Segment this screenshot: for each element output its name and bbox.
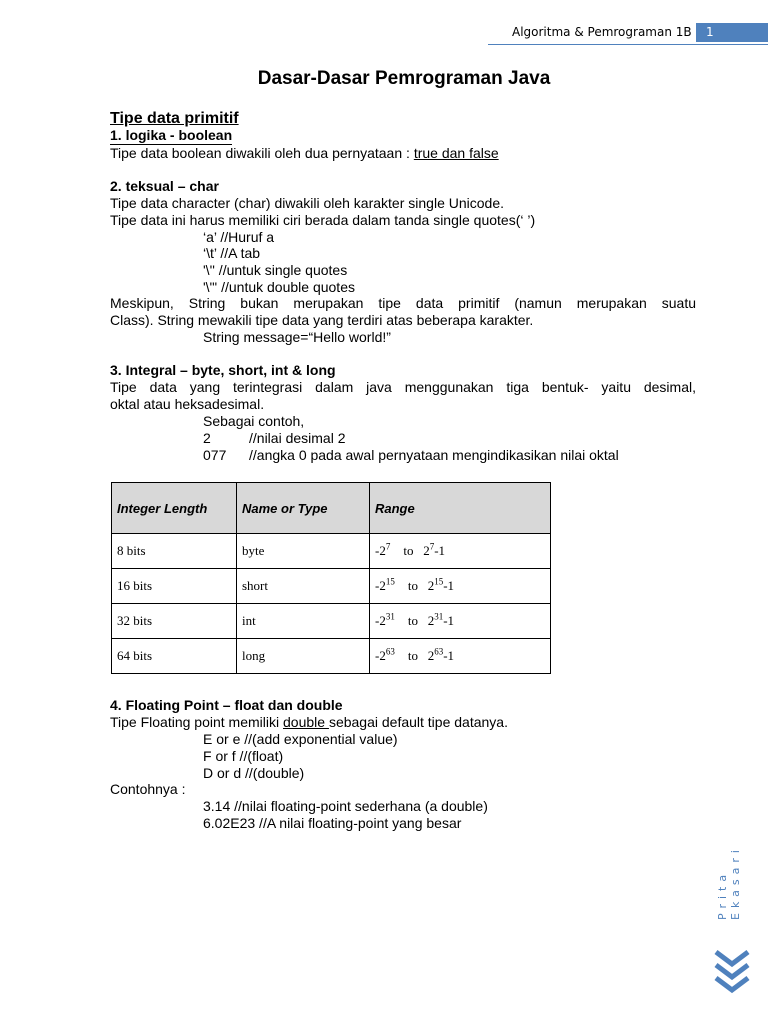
s2-heading: 2. teksual – char	[110, 178, 219, 194]
integer-range-table	[111, 482, 551, 674]
s2-paragraph-line1: Meskipun, String bukan merupakan tipe data primitif (namun merupakan suatu	[110, 295, 696, 311]
table-row	[112, 569, 551, 604]
s3-example-octal-value: 077	[203, 447, 227, 463]
s3-paragraph-line2: oktal atau heksadesimal.	[110, 396, 265, 412]
table-cell-type: byte	[237, 534, 370, 569]
s2-line1: Tipe data character (char) diwakili oleh karakter single Unicode.	[110, 195, 504, 211]
running-title: Algoritma & Pemrograman 1B	[512, 25, 692, 39]
s2-line2: Tipe data ini harus memiliki ciri berada dalam tanda single quotes(‘ ’)	[110, 212, 536, 228]
s2-example-string: String message=“Hello world!”	[203, 329, 391, 345]
s2-example-single-quote: '\'' //untuk single quotes	[203, 262, 348, 278]
table-cell-type: long	[237, 639, 370, 674]
s1-text-underlined: true dan false	[413, 145, 499, 161]
table-row	[112, 604, 551, 639]
s4-line1-underlined: double	[283, 714, 329, 730]
table-row	[112, 639, 551, 674]
s1-heading: 1. logika - boolean	[110, 127, 233, 143]
section-heading: Tipe data primitif	[110, 110, 239, 127]
s1-text-main: Tipe data boolean diwakili oleh dua pernyataan :	[110, 145, 414, 161]
table-header-cell: Integer Length	[112, 483, 237, 534]
page-title: Dasar-Dasar Pemrograman Java	[257, 68, 551, 89]
table-cell-length: 16 bits	[112, 569, 237, 604]
s4-heading: 4. Floating Point – float dan double	[110, 697, 343, 713]
table-cell-range: $-2^{15}$ to $2^{15}-1$	[370, 569, 551, 604]
s2-example-tab: ‘\t’ //A tab	[203, 245, 261, 261]
table-cell-type: int	[237, 604, 370, 639]
chevron-down-icon	[712, 948, 752, 998]
table-cell-range: $-2^{63}$ to $2^{63}-1$	[370, 639, 551, 674]
header-rule	[488, 44, 768, 45]
table-header-cell: Range	[370, 483, 551, 534]
s3-paragraph-line1: Tipe data yang terintegrasi dalam java menggunakan tiga bentuk- yaitu desimal,	[110, 379, 696, 395]
table-row	[112, 534, 551, 569]
table-header-row	[112, 483, 551, 534]
table-cell-type: short	[237, 569, 370, 604]
table-cell-length: 32 bits	[112, 604, 237, 639]
s4-line1	[110, 714, 508, 731]
table-header-cell: Name or Type	[237, 483, 370, 534]
s1-text	[110, 145, 499, 162]
s4-example-exponent: E or e //(add exponential value)	[203, 731, 398, 747]
s2-example-double-quote: '\"' //untuk double quotes	[203, 279, 355, 295]
table-cell-length: 8 bits	[112, 534, 237, 569]
s3-heading: 3. Integral – byte, short, int & long	[110, 362, 336, 378]
s4-line1-post: sebagai default tipe datanya.	[328, 714, 508, 730]
s4-line1-pre: Tipe Floating point memiliki	[110, 714, 283, 730]
s4-example-float: F or f //(float)	[203, 748, 284, 764]
s4-example-simple: 3.14 //nilai floating-point sederhana (a double)	[203, 798, 488, 814]
s3-example-octal-comment: //angka 0 pada awal pernyataan mengindikasikan nilai oktal	[249, 447, 619, 463]
s3-example-decimal-comment: //nilai desimal 2	[249, 430, 346, 446]
s4-contoh-label: Contohnya :	[110, 781, 186, 797]
table-cell-length: 64 bits	[112, 639, 237, 674]
s3-example-decimal-value: 2	[203, 430, 211, 446]
table-cell-range: $-2^7$ to $2^7-1$	[370, 534, 551, 569]
page-number-badge: 1	[696, 23, 768, 42]
author-vertical-name: Prita Ekasari	[716, 845, 742, 920]
s4-example-double: D or d //(double)	[203, 765, 305, 781]
s4-example-large: 6.02E23 //A nilai floating-point yang besar	[203, 815, 462, 831]
s2-example-a: ‘a’ //Huruf a	[203, 229, 275, 245]
s3-example-intro: Sebagai contoh,	[203, 413, 305, 429]
table-cell-range: $-2^{31}$ to $2^{31}-1$	[370, 604, 551, 639]
s2-paragraph-line2: Class). String mewakili tipe data yang terdiri atas beberapa karakter.	[110, 312, 534, 328]
